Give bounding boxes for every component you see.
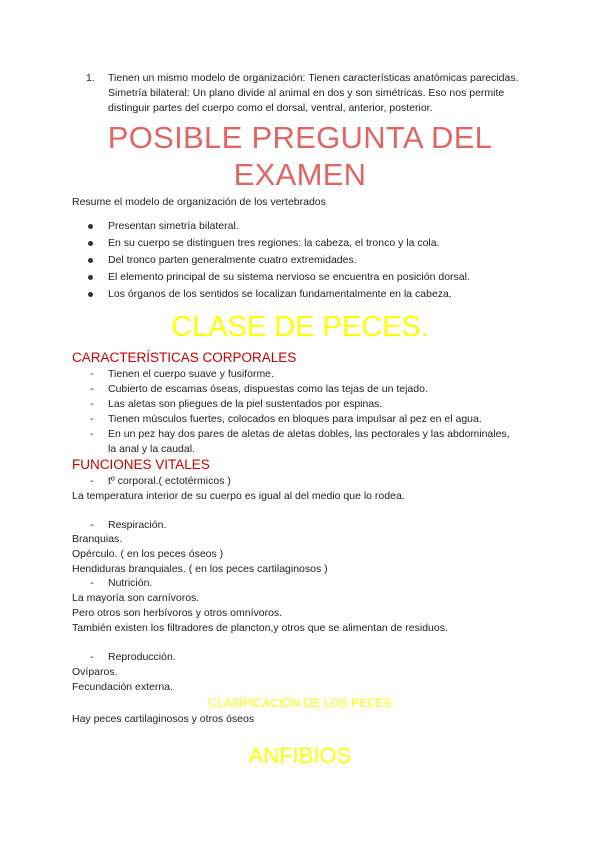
clasificacion-text: Hay peces cartilaginosos y otros óseos bbox=[72, 713, 255, 725]
bullet-icon bbox=[88, 224, 93, 229]
nutricion-text-3: También existen los filtradores de plancton,y otros que se alimentan de residuos. bbox=[72, 622, 448, 634]
exam-question: Resume el modelo de organización de los vertebrados bbox=[72, 196, 326, 208]
caracteristicas-list bbox=[90, 367, 510, 457]
list-item: Presentan simetría bilateral. bbox=[88, 219, 528, 236]
list-item: - En un pez hay dos pares de aletas de aletas dobles, las pectorales y las abdominales, la anal y la caudal. bbox=[90, 428, 510, 455]
list-item: Del tronco parten generalmente cuatro extremidades. bbox=[88, 253, 528, 270]
exam-bullet-list bbox=[88, 219, 528, 304]
operculo-text: Opérculo. ( en los peces óseos ) bbox=[72, 548, 224, 560]
branquias-text: Branquias. bbox=[72, 533, 123, 545]
reproduccion-item: - Reproducción. bbox=[90, 651, 176, 663]
bullet-icon bbox=[88, 292, 93, 297]
temp-text: La temperatura interior de su cuerpo es igual al del medio que lo rodea. bbox=[72, 490, 405, 502]
reproduccion-text-2: Fecundación externa. bbox=[72, 681, 173, 693]
list-item: - Tienen músculos fuertes, colocados en bloques para impulsar al pez en el agua. bbox=[90, 413, 482, 425]
list-item: - Cubierto de escamas óseas, dispuestas como las tejas de un tejado. bbox=[90, 383, 428, 395]
exam-title-line-1: POSIBLE PREGUNTA DEL bbox=[107, 120, 493, 155]
bullet-icon bbox=[88, 258, 93, 263]
caracteristicas-heading: CARACTERÍSTICAS CORPORALES bbox=[72, 350, 297, 365]
anfibios-title: ANFIBIOS bbox=[248, 743, 352, 768]
list-item: - Tienen el cuerpo suave y fusiforme. bbox=[90, 368, 274, 380]
clasificacion-heading: CLASIFICACIÓN DE LOS PECES bbox=[208, 696, 392, 710]
nutricion-text-2: Pero otros son herbívoros y otros omnívoros. bbox=[72, 607, 283, 619]
intro-text: Tienen un mismo modelo de organización: Tienen características anatómicas parecidas. Simetría bilateral: Un plano divide al animal en dos y son simétricas. Eso nos permite distinguir partes del cuerpo como el dorsal, ventral, anterior, posterior. bbox=[108, 72, 519, 114]
list-item: En su cuerpo se distinguen tres regiones: la cabeza, el tronco y la cola. bbox=[88, 236, 528, 253]
nutricion-item: - Nutrición. bbox=[90, 577, 153, 589]
temp-item: - tº corporal.( ectotérmicos ) bbox=[90, 475, 231, 487]
reproduccion-text-1: Ovíparos. bbox=[72, 666, 118, 678]
list-item: - Las aletas son pliegues de la piel sustentados por espinas. bbox=[90, 398, 383, 410]
intro-numbered-item bbox=[86, 71, 526, 116]
bullet-icon bbox=[88, 275, 93, 280]
list-item: Los órganos de los sentidos se localizan fundamentalmente en la cabeza. bbox=[88, 287, 528, 304]
hendiduras-text: Hendiduras branquiales. ( en los peces cartilaginosos ) bbox=[72, 563, 328, 575]
exam-title-line-2: EXAMEN bbox=[233, 157, 367, 192]
list-number: 1. bbox=[86, 72, 95, 84]
nutricion-text-1: La mayoría son carnívoros. bbox=[72, 592, 200, 604]
list-item: El elemento principal de su sistema nervioso se encuentra en posición dorsal. bbox=[88, 270, 528, 287]
respiracion-item: - Respiración. bbox=[90, 519, 167, 531]
bullet-icon bbox=[88, 241, 93, 246]
peces-title: CLASE DE PECES. bbox=[171, 311, 429, 343]
funciones-heading: FUNCIONES VITALES bbox=[72, 457, 210, 472]
